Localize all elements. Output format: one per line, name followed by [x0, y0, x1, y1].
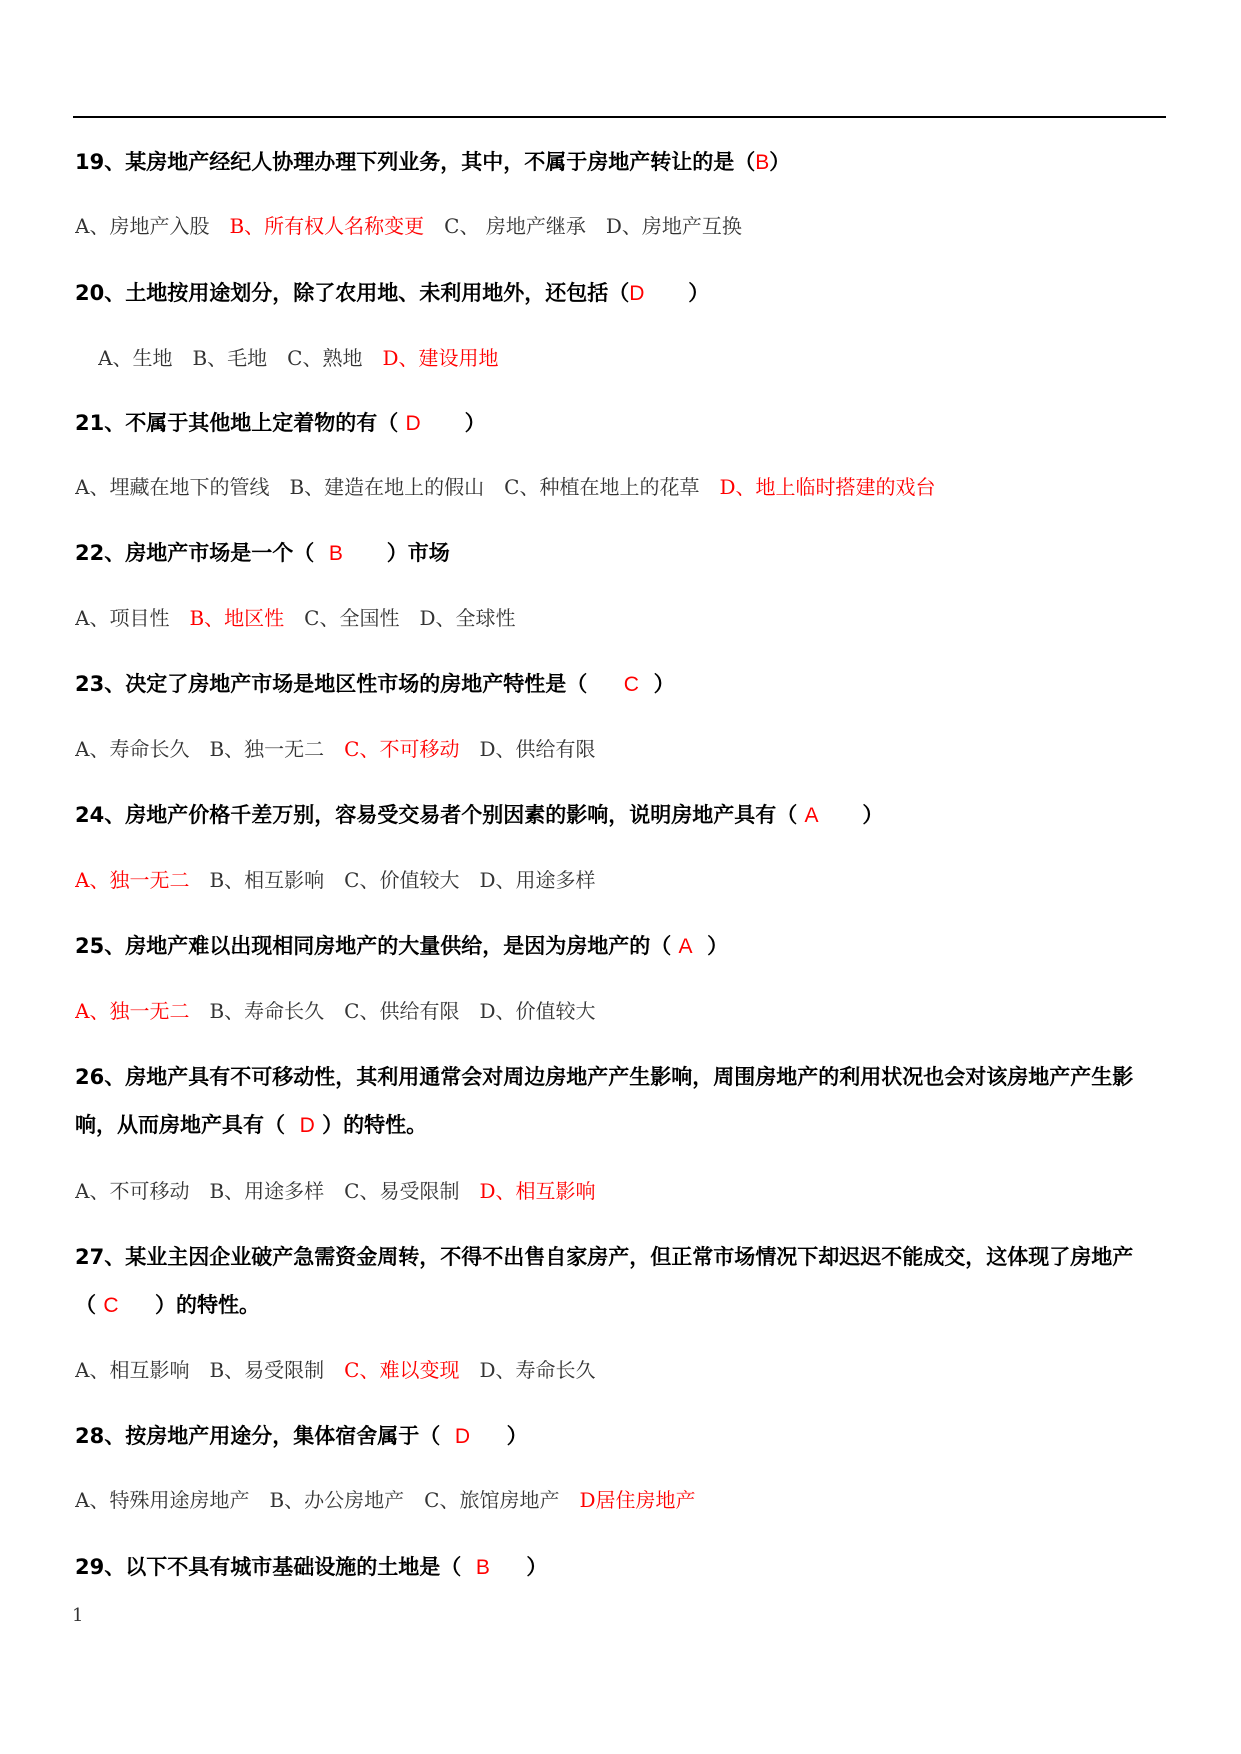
option-d: D、全球性	[419, 606, 516, 630]
question-text: 23、决定了房地产市场是地区性市场的房地产特性是（	[75, 672, 624, 696]
option-d: D、建设用地	[382, 346, 499, 370]
option-b: B、所有权人名称变更	[229, 214, 425, 238]
option-b: B、地区性	[189, 606, 285, 630]
option-d: D、地上临时搭建的戏台	[719, 475, 936, 499]
option-b: B、用途多样	[209, 1179, 325, 1203]
answer-letter: D	[629, 282, 645, 305]
question-25-options	[75, 997, 616, 1025]
option-a: A、独一无二	[75, 868, 190, 892]
option-a: A、寿命长久	[75, 737, 190, 761]
option-c: C、旅馆房地产	[424, 1488, 560, 1512]
question-19-stem	[75, 148, 790, 176]
option-a: A、生地	[98, 346, 173, 370]
question-text: 24、房地产价格千差万别，容易受交易者个别因素的影响，说明房地产具有（	[75, 803, 805, 827]
question-text: 25、房地产难以出现相同房地产的大量供给，是因为房地产的（	[75, 934, 679, 958]
header-rule	[73, 116, 1166, 118]
option-d: D居住房地产	[579, 1488, 696, 1512]
question-26-stem-line-1	[75, 1063, 1133, 1091]
option-a: A、特殊用途房地产	[75, 1488, 250, 1512]
question-text: ）市场	[342, 541, 450, 565]
option-a: A、独一无二	[75, 999, 190, 1023]
question-text: 21、不属于其他地上定着物的有（	[75, 411, 406, 435]
question-29-stem	[75, 1553, 547, 1581]
answer-letter: C	[623, 673, 639, 696]
answer-letter: B	[328, 542, 343, 565]
question-text: 响，从而房地产具有（	[75, 1113, 300, 1137]
question-text: ）	[769, 150, 791, 174]
page-number: 1	[72, 1605, 84, 1626]
option-c: C、易受限制	[344, 1179, 460, 1203]
question-22-options	[75, 604, 536, 632]
question-text: ）	[638, 672, 675, 696]
question-text: 20、土地按用途划分，除了农用地、未利用地外，还包括（	[75, 281, 630, 305]
question-19-options	[75, 212, 762, 240]
question-text: 22、房地产市场是一个（	[75, 541, 329, 565]
answer-letter: B	[755, 151, 770, 174]
question-22-stem	[75, 539, 450, 567]
question-27-options	[75, 1356, 616, 1384]
answer-letter: D	[454, 1425, 471, 1448]
answer-letter: A	[678, 935, 693, 958]
question-20-stem	[75, 279, 709, 307]
question-text: 26、房地产具有不可移动性，其利用通常会对周边房地产产生影响，周围房地产的利用状况也会对该房地产产生影	[75, 1065, 1134, 1089]
question-text: ）的特性。	[314, 1113, 428, 1137]
question-25-stem	[75, 932, 728, 960]
answer-letter: C	[103, 1294, 119, 1317]
option-b: B、办公房地产	[269, 1488, 405, 1512]
question-text: ）	[470, 1424, 528, 1448]
question-text: 27、某业主因企业破产急需资金周转，不得不出售自家房产，但正常市场情况下却迟迟不能成交，这体现了房地产	[75, 1245, 1134, 1269]
option-a: A、埋藏在地下的管线	[75, 475, 270, 499]
option-c: C、 房地产继承	[444, 214, 586, 238]
option-b: B、寿命长久	[209, 999, 325, 1023]
question-26-options	[75, 1177, 616, 1205]
question-text: ）	[818, 803, 884, 827]
question-text: （	[75, 1293, 104, 1317]
option-d: D、房地产互换	[605, 214, 742, 238]
answer-letter: B	[475, 1556, 490, 1579]
option-c: C、熟地	[287, 346, 363, 370]
question-28-options	[75, 1486, 716, 1514]
option-d: D、供给有限	[479, 737, 596, 761]
question-text: 29、以下不具有城市基础设施的土地是（	[75, 1555, 476, 1579]
question-27-stem-line-1	[75, 1243, 1133, 1271]
question-23-stem	[75, 670, 675, 698]
option-a: A、房地产入股	[75, 214, 210, 238]
option-d: D、价值较大	[479, 999, 596, 1023]
question-text: ）	[489, 1555, 548, 1579]
answer-letter: D	[405, 412, 421, 435]
option-c: C、不可移动	[344, 737, 460, 761]
option-c: C、供给有限	[344, 999, 460, 1023]
option-b: B、毛地	[192, 346, 268, 370]
option-b: B、易受限制	[209, 1358, 325, 1382]
option-d: D、用途多样	[479, 868, 596, 892]
question-24-stem	[75, 801, 883, 829]
option-c: C、难以变现	[344, 1358, 460, 1382]
question-26-stem-line-2	[75, 1111, 427, 1139]
question-23-options	[75, 735, 616, 763]
option-b: B、相互影响	[209, 868, 325, 892]
option-a: A、相互影响	[75, 1358, 190, 1382]
option-a: A、不可移动	[75, 1179, 190, 1203]
question-20-options	[98, 344, 519, 372]
question-24-options	[75, 866, 616, 894]
question-text: ）	[420, 411, 486, 435]
answer-letter: D	[299, 1114, 315, 1137]
option-b: B、独一无二	[209, 737, 325, 761]
question-text: 28、按房地产用途分，集体宿舍属于（	[75, 1424, 455, 1448]
question-text: ）	[644, 281, 710, 305]
answer-letter: A	[804, 804, 819, 827]
question-21-options	[75, 473, 956, 501]
option-c: C、全国性	[304, 606, 400, 630]
option-b: B、建造在地上的假山	[289, 475, 485, 499]
option-c: C、价值较大	[344, 868, 460, 892]
option-d: D、寿命长久	[479, 1358, 596, 1382]
question-27-stem-line-2	[75, 1291, 260, 1319]
option-c: C、种植在地上的花草	[504, 475, 700, 499]
option-d: D、相互影响	[479, 1179, 596, 1203]
question-text: ）	[692, 934, 729, 958]
question-28-stem	[75, 1422, 528, 1450]
question-text: 19、某房地产经纪人协理办理下列业务，其中，不属于房地产转让的是（	[75, 150, 756, 174]
question-21-stem	[75, 409, 486, 437]
option-a: A、项目性	[75, 606, 170, 630]
question-text: ）的特性。	[118, 1293, 261, 1317]
